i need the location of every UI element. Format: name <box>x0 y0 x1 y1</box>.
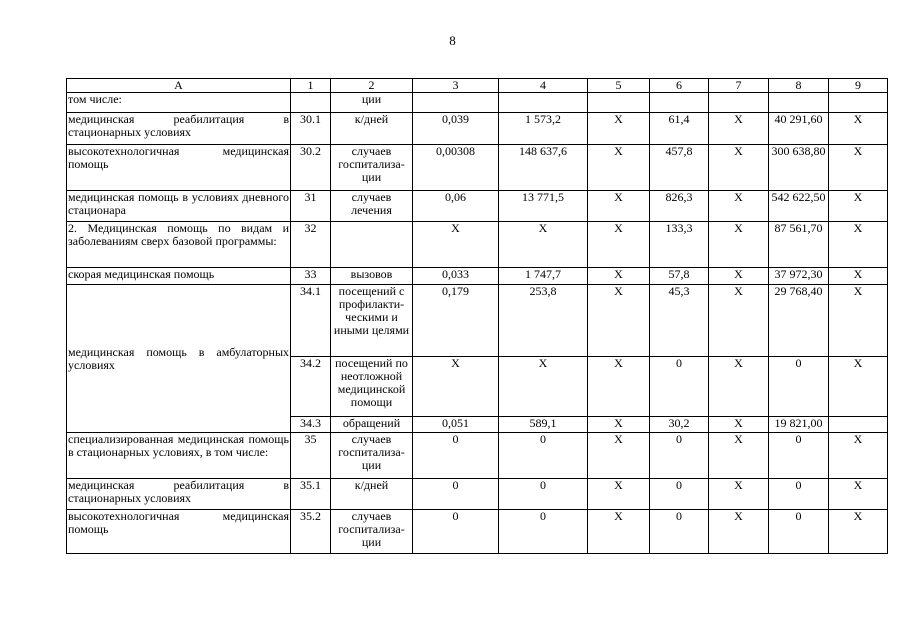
col6-value: 457,8 <box>650 145 709 191</box>
col4-value: 13 771,5 <box>499 191 588 222</box>
row-unit: случаев госпитализа-ции <box>331 510 413 554</box>
col4-value: 0 <box>499 479 588 510</box>
col5-value: Х <box>588 268 650 285</box>
header-cell: 7 <box>709 79 769 93</box>
row-unit: вызовов <box>331 268 413 285</box>
col7-value: Х <box>709 222 769 268</box>
table-row <box>67 479 888 510</box>
col3-value: 0 <box>413 433 499 479</box>
col5-value: Х <box>588 433 650 479</box>
row-unit <box>331 222 413 268</box>
header-cell: 8 <box>769 79 829 93</box>
col9-value: Х <box>829 145 888 191</box>
col9-value <box>829 93 888 113</box>
row-name: медицинская помощь в условиях дневного стационара <box>67 191 291 222</box>
header-cell: 2 <box>331 79 413 93</box>
col8-value: 300 638,80 <box>769 145 829 191</box>
col9-value: Х <box>829 268 888 285</box>
col6-value: 30,2 <box>650 417 709 433</box>
col3-value: Х <box>413 222 499 268</box>
col8-value: 40 291,60 <box>769 113 829 145</box>
col8-value: 0 <box>769 479 829 510</box>
col8-value: 542 622,50 <box>769 191 829 222</box>
col9-value: Х <box>829 479 888 510</box>
col8-value: 0 <box>769 357 829 417</box>
col4-value: 0 <box>499 510 588 554</box>
col3-value <box>413 93 499 113</box>
col4-value <box>499 93 588 113</box>
col5-value: Х <box>588 479 650 510</box>
col9-value <box>829 417 888 433</box>
row-name: том числе: <box>67 93 291 113</box>
row-name: медицинская помощь в амбулаторных условиях <box>67 285 291 433</box>
table-row <box>67 191 888 222</box>
col8-value: 87 561,70 <box>769 222 829 268</box>
col5-value: Х <box>588 191 650 222</box>
table-row <box>67 268 888 285</box>
col5-value: Х <box>588 222 650 268</box>
row-unit: ции <box>331 93 413 113</box>
col9-value: Х <box>829 222 888 268</box>
col4-value: 0 <box>499 433 588 479</box>
col7-value: Х <box>709 479 769 510</box>
row-number: 35 <box>291 433 331 479</box>
header-cell: 3 <box>413 79 499 93</box>
col7-value: Х <box>709 113 769 145</box>
row-number: 35.1 <box>291 479 331 510</box>
col3-value: 0,06 <box>413 191 499 222</box>
row-name: специализированная медицинская помощь в стационарных условиях, в том числе: <box>67 433 291 479</box>
col8-value: 0 <box>769 433 829 479</box>
row-name: высокотехнологичная медицинская помощь <box>67 145 291 191</box>
col5-value: Х <box>588 113 650 145</box>
col5-value: Х <box>588 285 650 357</box>
col5-value: Х <box>588 510 650 554</box>
table-header-row <box>67 79 888 93</box>
col8-value: 0 <box>769 510 829 554</box>
col3-value: 0 <box>413 510 499 554</box>
col4-value: Х <box>499 357 588 417</box>
table-row <box>67 222 888 268</box>
col5-value <box>588 93 650 113</box>
row-number: 35.2 <box>291 510 331 554</box>
col4-value: 253,8 <box>499 285 588 357</box>
col5-value: Х <box>588 417 650 433</box>
col9-value: Х <box>829 285 888 357</box>
row-number: 30.1 <box>291 113 331 145</box>
header-cell: 6 <box>650 79 709 93</box>
col7-value: Х <box>709 433 769 479</box>
col6-value: 0 <box>650 479 709 510</box>
row-unit: посещений с профилакти-ческими и иными целями <box>331 285 413 357</box>
row-unit: к/дней <box>331 479 413 510</box>
header-cell: 5 <box>588 79 650 93</box>
col4-value: 1 573,2 <box>499 113 588 145</box>
col7-value: Х <box>709 357 769 417</box>
col7-value: Х <box>709 285 769 357</box>
col6-value: 0 <box>650 433 709 479</box>
col7-value <box>709 93 769 113</box>
row-unit: обращений <box>331 417 413 433</box>
row-name: скорая медицинская помощь <box>67 268 291 285</box>
col9-value: Х <box>829 113 888 145</box>
col8-value: 29 768,40 <box>769 285 829 357</box>
col4-value: 1 747,7 <box>499 268 588 285</box>
col6-value: 826,3 <box>650 191 709 222</box>
col6-value <box>650 93 709 113</box>
row-number: 34.3 <box>291 417 331 433</box>
col3-value: 0,039 <box>413 113 499 145</box>
col4-value: Х <box>499 222 588 268</box>
col7-value: Х <box>709 510 769 554</box>
col7-value: Х <box>709 268 769 285</box>
col6-value: 0 <box>650 510 709 554</box>
col8-value: 19 821,00 <box>769 417 829 433</box>
page-number: 8 <box>449 33 456 48</box>
row-unit: случаев госпитализа-ции <box>331 433 413 479</box>
row-unit: к/дней <box>331 113 413 145</box>
col9-value: Х <box>829 191 888 222</box>
row-number: 32 <box>291 222 331 268</box>
header-cell: 9 <box>829 79 888 93</box>
col5-value: Х <box>588 145 650 191</box>
col4-value: 148 637,6 <box>499 145 588 191</box>
header-cell: 4 <box>499 79 588 93</box>
col3-value: 0,033 <box>413 268 499 285</box>
row-name: медицинская реабилитация в стационарных условиях <box>67 113 291 145</box>
col9-value: Х <box>829 357 888 417</box>
col4-value: 589,1 <box>499 417 588 433</box>
row-name: высокотехнологичная медицинская помощь <box>67 510 291 554</box>
col3-value: 0,051 <box>413 417 499 433</box>
col7-value: Х <box>709 191 769 222</box>
col9-value: Х <box>829 510 888 554</box>
col6-value: 57,8 <box>650 268 709 285</box>
table-row <box>67 93 888 113</box>
table-row <box>67 113 888 145</box>
col8-value: 37 972,30 <box>769 268 829 285</box>
col5-value: Х <box>588 357 650 417</box>
col3-value: Х <box>413 357 499 417</box>
row-number: 34.2 <box>291 357 331 417</box>
row-unit: случаев лечения <box>331 191 413 222</box>
row-unit: посещений по неотложной медицинской помощи <box>331 357 413 417</box>
col6-value: 0 <box>650 357 709 417</box>
row-number: 31 <box>291 191 331 222</box>
col6-value: 61,4 <box>650 113 709 145</box>
table-row <box>67 285 888 357</box>
row-number <box>291 93 331 113</box>
col7-value: Х <box>709 417 769 433</box>
row-name: медицинская реабилитация в стационарных условиях <box>67 479 291 510</box>
table-row <box>67 145 888 191</box>
row-name: 2. Медицинская помощь по видам и заболеваниям сверх базовой программы: <box>67 222 291 268</box>
row-number: 30.2 <box>291 145 331 191</box>
row-unit: случаев госпитализа-ции <box>331 145 413 191</box>
col3-value: 0 <box>413 479 499 510</box>
table-row <box>67 510 888 554</box>
col9-value: Х <box>829 433 888 479</box>
col3-value: 0,179 <box>413 285 499 357</box>
row-number: 33 <box>291 268 331 285</box>
data-table <box>66 78 888 554</box>
col7-value: Х <box>709 145 769 191</box>
header-cell: А <box>67 79 291 93</box>
col6-value: 133,3 <box>650 222 709 268</box>
col6-value: 45,3 <box>650 285 709 357</box>
col8-value <box>769 93 829 113</box>
row-number: 34.1 <box>291 285 331 357</box>
table-row <box>67 433 888 479</box>
col3-value: 0,00308 <box>413 145 499 191</box>
header-cell: 1 <box>291 79 331 93</box>
